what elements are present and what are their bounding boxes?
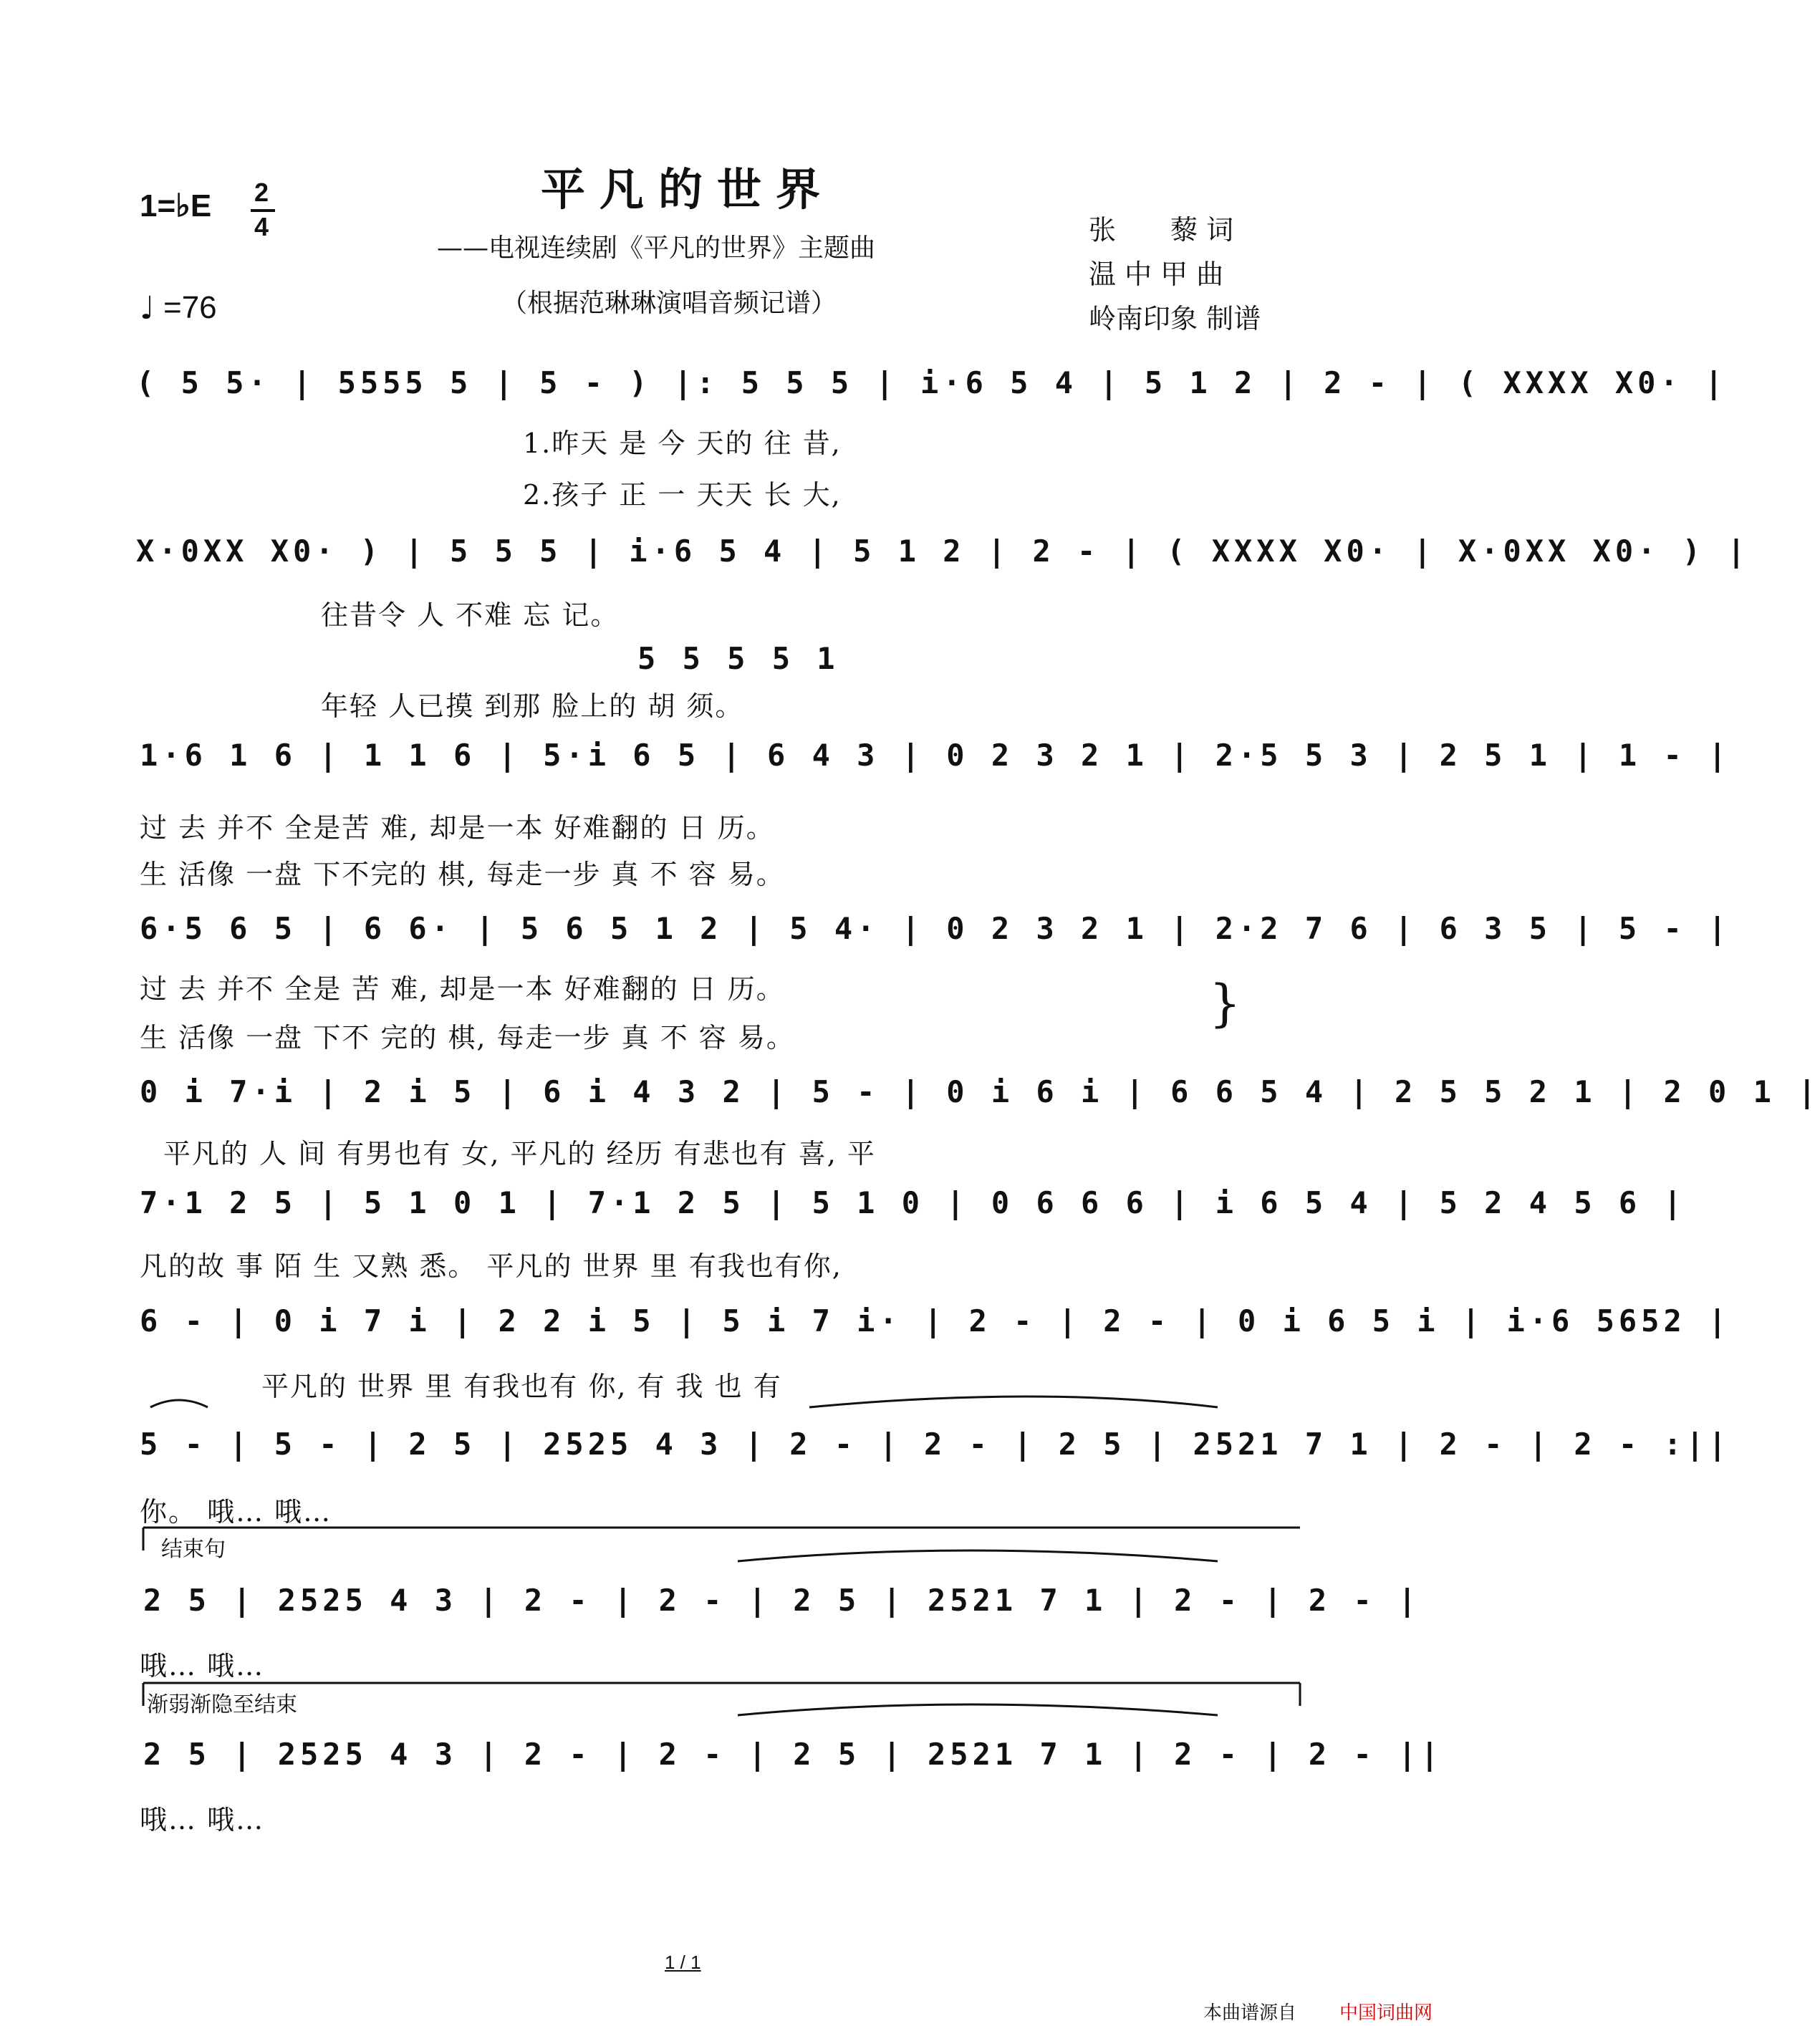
- meter-top: 2: [254, 178, 269, 207]
- notes-line: 6·5 6 5 | 6 6· | 5 6 5 1 2 | 5 4· | 0 2 3 2 1 | 2·2 7 6 | 6 3 5 | 5 - |: [140, 911, 1731, 946]
- notes-line: ( 5 5· | 5555 5 | 5 - ) |: 5 5 5 | i·6 5 4 | 5 1 2 | 2 - | ( XXXX X0· |: [136, 365, 1728, 400]
- notes-line: 2 5 | 2525 4 3 | 2 - | 2 - | 2 5 | 2521 7 1 | 2 - | 2 - ||: [143, 1737, 1443, 1772]
- lyric-line: 生 活像 一盘 下不完的 棋, 每走一步 真 不 容 易。: [140, 859, 785, 890]
- song-title: 平凡的世界: [541, 163, 835, 216]
- tie-arc: [809, 1397, 1218, 1407]
- source-note: 本曲谱源自: [1203, 2002, 1297, 2023]
- lyric-line: 你。 哦… 哦…: [140, 1496, 332, 1528]
- tie-arc: [738, 1550, 1218, 1561]
- tie-arc: [150, 1400, 208, 1407]
- lyricist: 张 藜 词: [1089, 214, 1234, 246]
- lyric-line: 凡的故 事 陌 生 又熟 悉。 平凡的 世界 里 有我也有你,: [140, 1250, 842, 1282]
- lyric-line: 过 去 并不 全是 苦 难, 却是一本 好难翻的 日 历。: [140, 973, 785, 1005]
- lyric-line: 往昔令 人 不难 忘 记。: [321, 599, 620, 631]
- notes-line: 1·6 1 6 | 1 1 6 | 5·i 6 5 | 6 4 3 | 0 2 3 2 1 | 2·5 5 3 | 2 5 1 | 1 - |: [140, 738, 1731, 773]
- notes-line: 5 - | 5 - | 2 5 | 2525 4 3 | 2 - | 2 - | 2 5 | 2521 7 1 | 2 - | 2 - :||: [140, 1427, 1731, 1462]
- song-subtitle: ——电视连续剧《平凡的世界》主题曲: [437, 233, 876, 263]
- section-label: 结束句: [161, 1538, 226, 1561]
- notes-line: 7·1 2 5 | 5 1 0 1 | 7·1 2 5 | 5 1 0 | 0 6 6 6 | i 6 5 4 | 5 2 4 5 6 |: [140, 1185, 1686, 1220]
- brand-logo-text: 中国词曲网: [1339, 2002, 1433, 2023]
- alternate-notes: 5 5 5 5 1: [637, 641, 839, 676]
- lyric-line: 生 活像 一盘 下不 完的 棋, 每走一步 真 不 容 易。: [140, 1022, 795, 1053]
- lyric-line: 2.孩子 正 一 天天 长 大,: [523, 479, 842, 511]
- notes-line: 2 5 | 2525 4 3 | 2 - | 2 - | 2 5 | 2521 7 1 | 2 - | 2 - |: [143, 1583, 1421, 1618]
- lyric-line: 过 去 并不 全是苦 难, 却是一本 好难翻的 日 历。: [140, 812, 775, 844]
- lyric-line: 平凡的 人 间 有男也有 女, 平凡的 经历 有悲也有 喜, 平: [163, 1138, 876, 1169]
- section-label: 渐弱渐隐至结束: [147, 1693, 297, 1717]
- composer: 温 中 甲 曲: [1089, 259, 1224, 290]
- tempo-note-icon: ♩: [140, 290, 155, 327]
- verse-brace: }: [1209, 974, 1241, 1033]
- notes-line: X·0XX X0· ) | 5 5 5 | i·6 5 4 | 5 1 2 | 2 - | ( XXXX X0· | X·0XX X0· ) |: [136, 534, 1750, 569]
- page-number: 1 / 1: [665, 1952, 701, 1973]
- lyric-line: 年轻 人已摸 到那 脸上的 胡 须。: [321, 690, 744, 722]
- lyric-line: 平凡的 世界 里 有我也有 你, 有 我 也 有: [261, 1371, 782, 1402]
- lyric-line: 1.昨天 是 今 天的 往 昔,: [523, 428, 842, 459]
- tie-arc: [738, 1704, 1218, 1715]
- lyric-line: 哦… 哦…: [140, 1650, 265, 1682]
- arranger: 岭南印象 制谱: [1089, 303, 1261, 334]
- notes-line: 6 - | 0 i 7 i | 2 2 i 5 | 5 i 7 i· | 2 - | 2 - | 0 i 6 5 i | i·6 5652 |: [140, 1303, 1731, 1338]
- tempo: =76: [163, 290, 217, 325]
- transcription-note: （根据范琳琳演唱音频记谱）: [501, 289, 837, 318]
- key-signature: 1=♭E: [140, 188, 212, 223]
- notes-line: 0 i 7·i | 2 i 5 | 6 i 4 3 2 | 5 - | 0 i 6 i | 6 6 5 4 | 2 5 5 2 1 | 2 0 1 |: [140, 1074, 1820, 1109]
- meter-bottom: 4: [254, 212, 269, 241]
- lyric-line: 哦… 哦…: [140, 1804, 265, 1836]
